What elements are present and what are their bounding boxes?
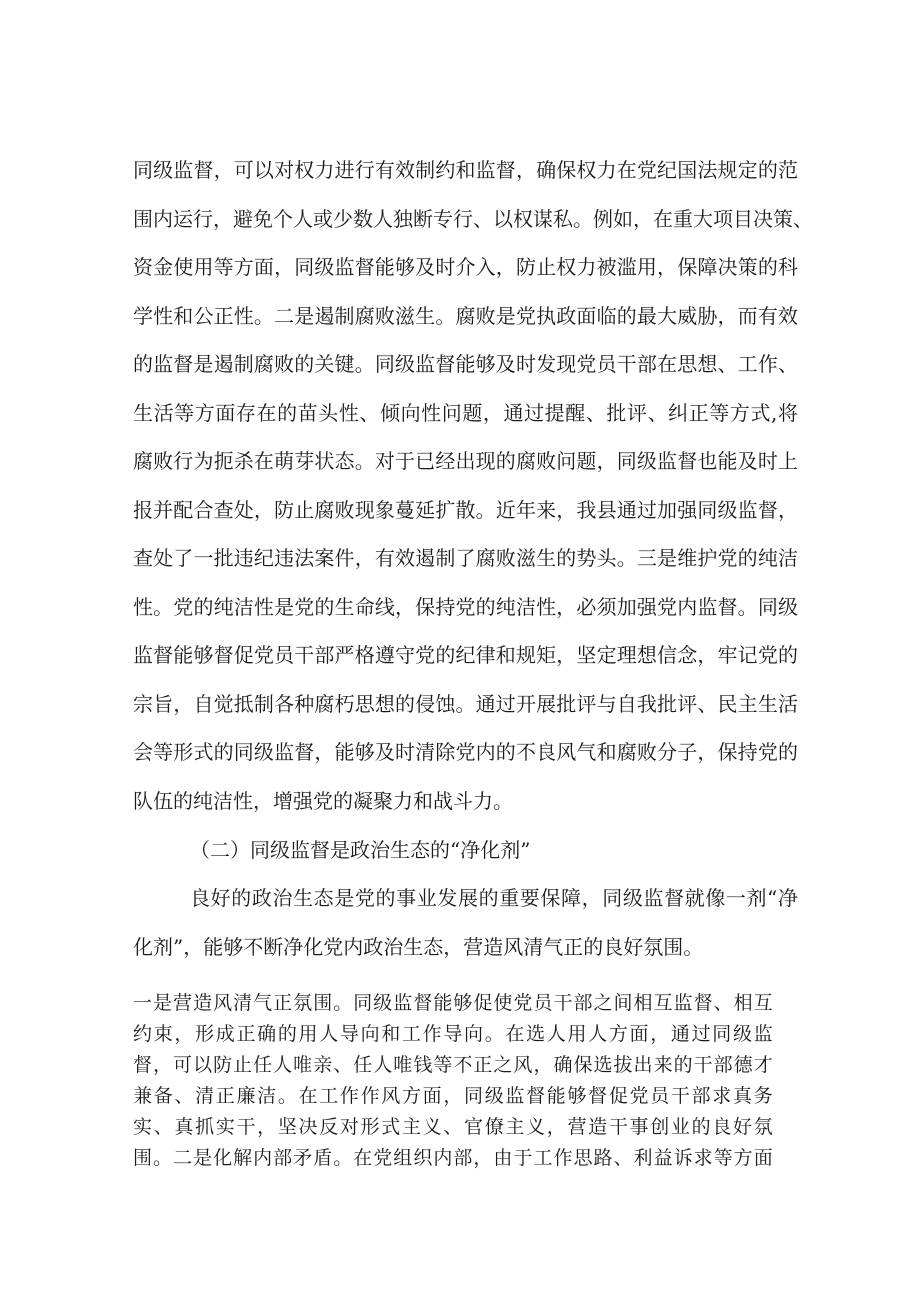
text-line: 约束，形成正确的用人导向和工作导向。在选人用人方面，通过同级监 (133, 1023, 773, 1045)
text-line: 良好的政治生态是党的事业发展的重要保障，同级监督就像一剂“净 (190, 886, 798, 910)
text-line: 性。党的纯洁性是党的生命线，保持党的纯洁性，必须加强党内监督。同级 (133, 595, 798, 619)
text-line: 报并配合查处，防止腐败现象蔓延扩散。近年来，我县通过加强同级监督， (133, 498, 798, 522)
text-line: 同级监督，可以对权力进行有效制约和监督，确保权力在党纪国法规定的范 (133, 158, 798, 182)
text-line: 围。二是化解内部矛盾。在党组织内部，由于工作思路、利益诉求等方面 (133, 1147, 773, 1169)
text-line: 的监督是遏制腐败的关键。同级监督能够及时发现党员干部在思想、工作、 (133, 352, 798, 376)
text-line: 围内运行，避免个人或少数人独断专行、以权谋私。例如，在重大项目决策、 (133, 207, 813, 231)
text-line: 一是营造风清气正氛围。同级监督能够促使党员干部之间相互监督、相互 (133, 992, 773, 1014)
text-line: 宗旨，自觉抵制各种腐朽思想的侵蚀。通过开展批评与自我批评、民主生活 (133, 692, 798, 716)
text-line: 监督能够督促党员干部严格遵守党的纪律和规矩，坚定理想信念，牢记党的 (133, 643, 798, 667)
text-line: 会等形式的同级监督，能够及时清除党内的不良风气和腐败分子，保持党的 (133, 740, 798, 764)
text-line: 队伍的纯洁性，增强党的凝聚力和战斗力。 (133, 789, 513, 813)
text-line: 督，可以防止任人唯亲、任人唯钱等不正之风，确保选拔出来的干部德才 (133, 1054, 773, 1076)
text-line: 查处了一批违纪违法案件，有效遏制了腐败滋生的势头。三是维护党的纯洁 (133, 546, 798, 570)
text-line: 兼备、清正廉洁。在工作作风方面，同级监督能够督促党员干部求真务 (133, 1085, 773, 1107)
text-line: 腐败行为扼杀在萌芽状态。对于已经出现的腐败问题，同级监督也能及时上 (133, 449, 798, 473)
text-line: 实、真抓实干，坚决反对形式主义、官僚主义，营造干事创业的良好氛 (133, 1116, 773, 1138)
section-heading: （二）同级监督是政治生态的“净化剂” (190, 838, 531, 862)
text-line: 资金使用等方面，同级监督能够及时介入，防止权力被滥用，保障决策的科 (133, 255, 798, 279)
text-line: 学性和公正性。二是遏制腐败滋生。腐败是党执政面临的最大威胁，而有效 (133, 304, 798, 328)
text-line: 生活等方面存在的苗头性、倾向性问题，通过提醒、批评、纠正等方式,将 (133, 401, 798, 425)
text-line: 化剂”，能够不断净化党内政治生态，营造风清气正的良好氛围。 (133, 935, 704, 959)
